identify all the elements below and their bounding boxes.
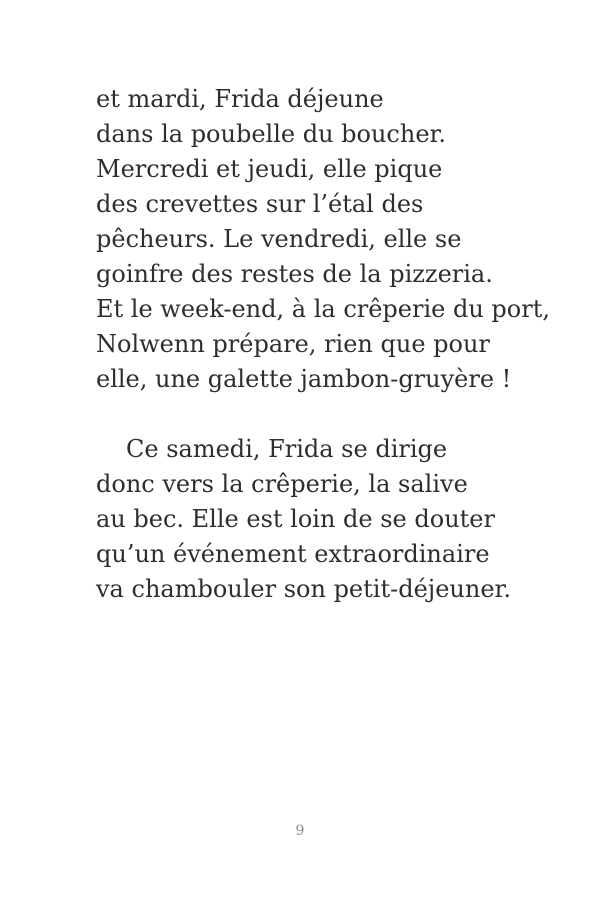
paragraph-2 (96, 432, 576, 607)
text-line: elle, une galette jambon-gruyère ! (96, 365, 512, 393)
body-text (96, 82, 576, 607)
text-line: donc vers la crêperie, la salive (96, 470, 468, 498)
text-line: va chambouler son petit-déjeuner. (96, 575, 511, 603)
text-line: Et le week-end, à la crêperie du port, (96, 295, 550, 323)
text-line: des crevettes sur l’étal des (96, 190, 424, 218)
text-line: Mercredi et jeudi, elle pique (96, 155, 443, 183)
text-line: pêcheurs. Le vendredi, elle se (96, 225, 462, 253)
text-line: goinfre des restes de la pizzeria. (96, 260, 493, 288)
text-line: Nolwenn prépare, rien que pour (96, 330, 490, 358)
page-number: 9 (295, 823, 305, 839)
paragraph-1 (96, 82, 576, 397)
text-line: Ce samedi, Frida se dirige (126, 435, 448, 463)
text-line: dans la poubelle du boucher. (96, 120, 446, 148)
text-line: et mardi, Frida déjeune (96, 85, 384, 113)
text-line: qu’un événement extraordinaire (96, 540, 490, 568)
text-line: au bec. Elle est loin de se douter (96, 505, 495, 533)
